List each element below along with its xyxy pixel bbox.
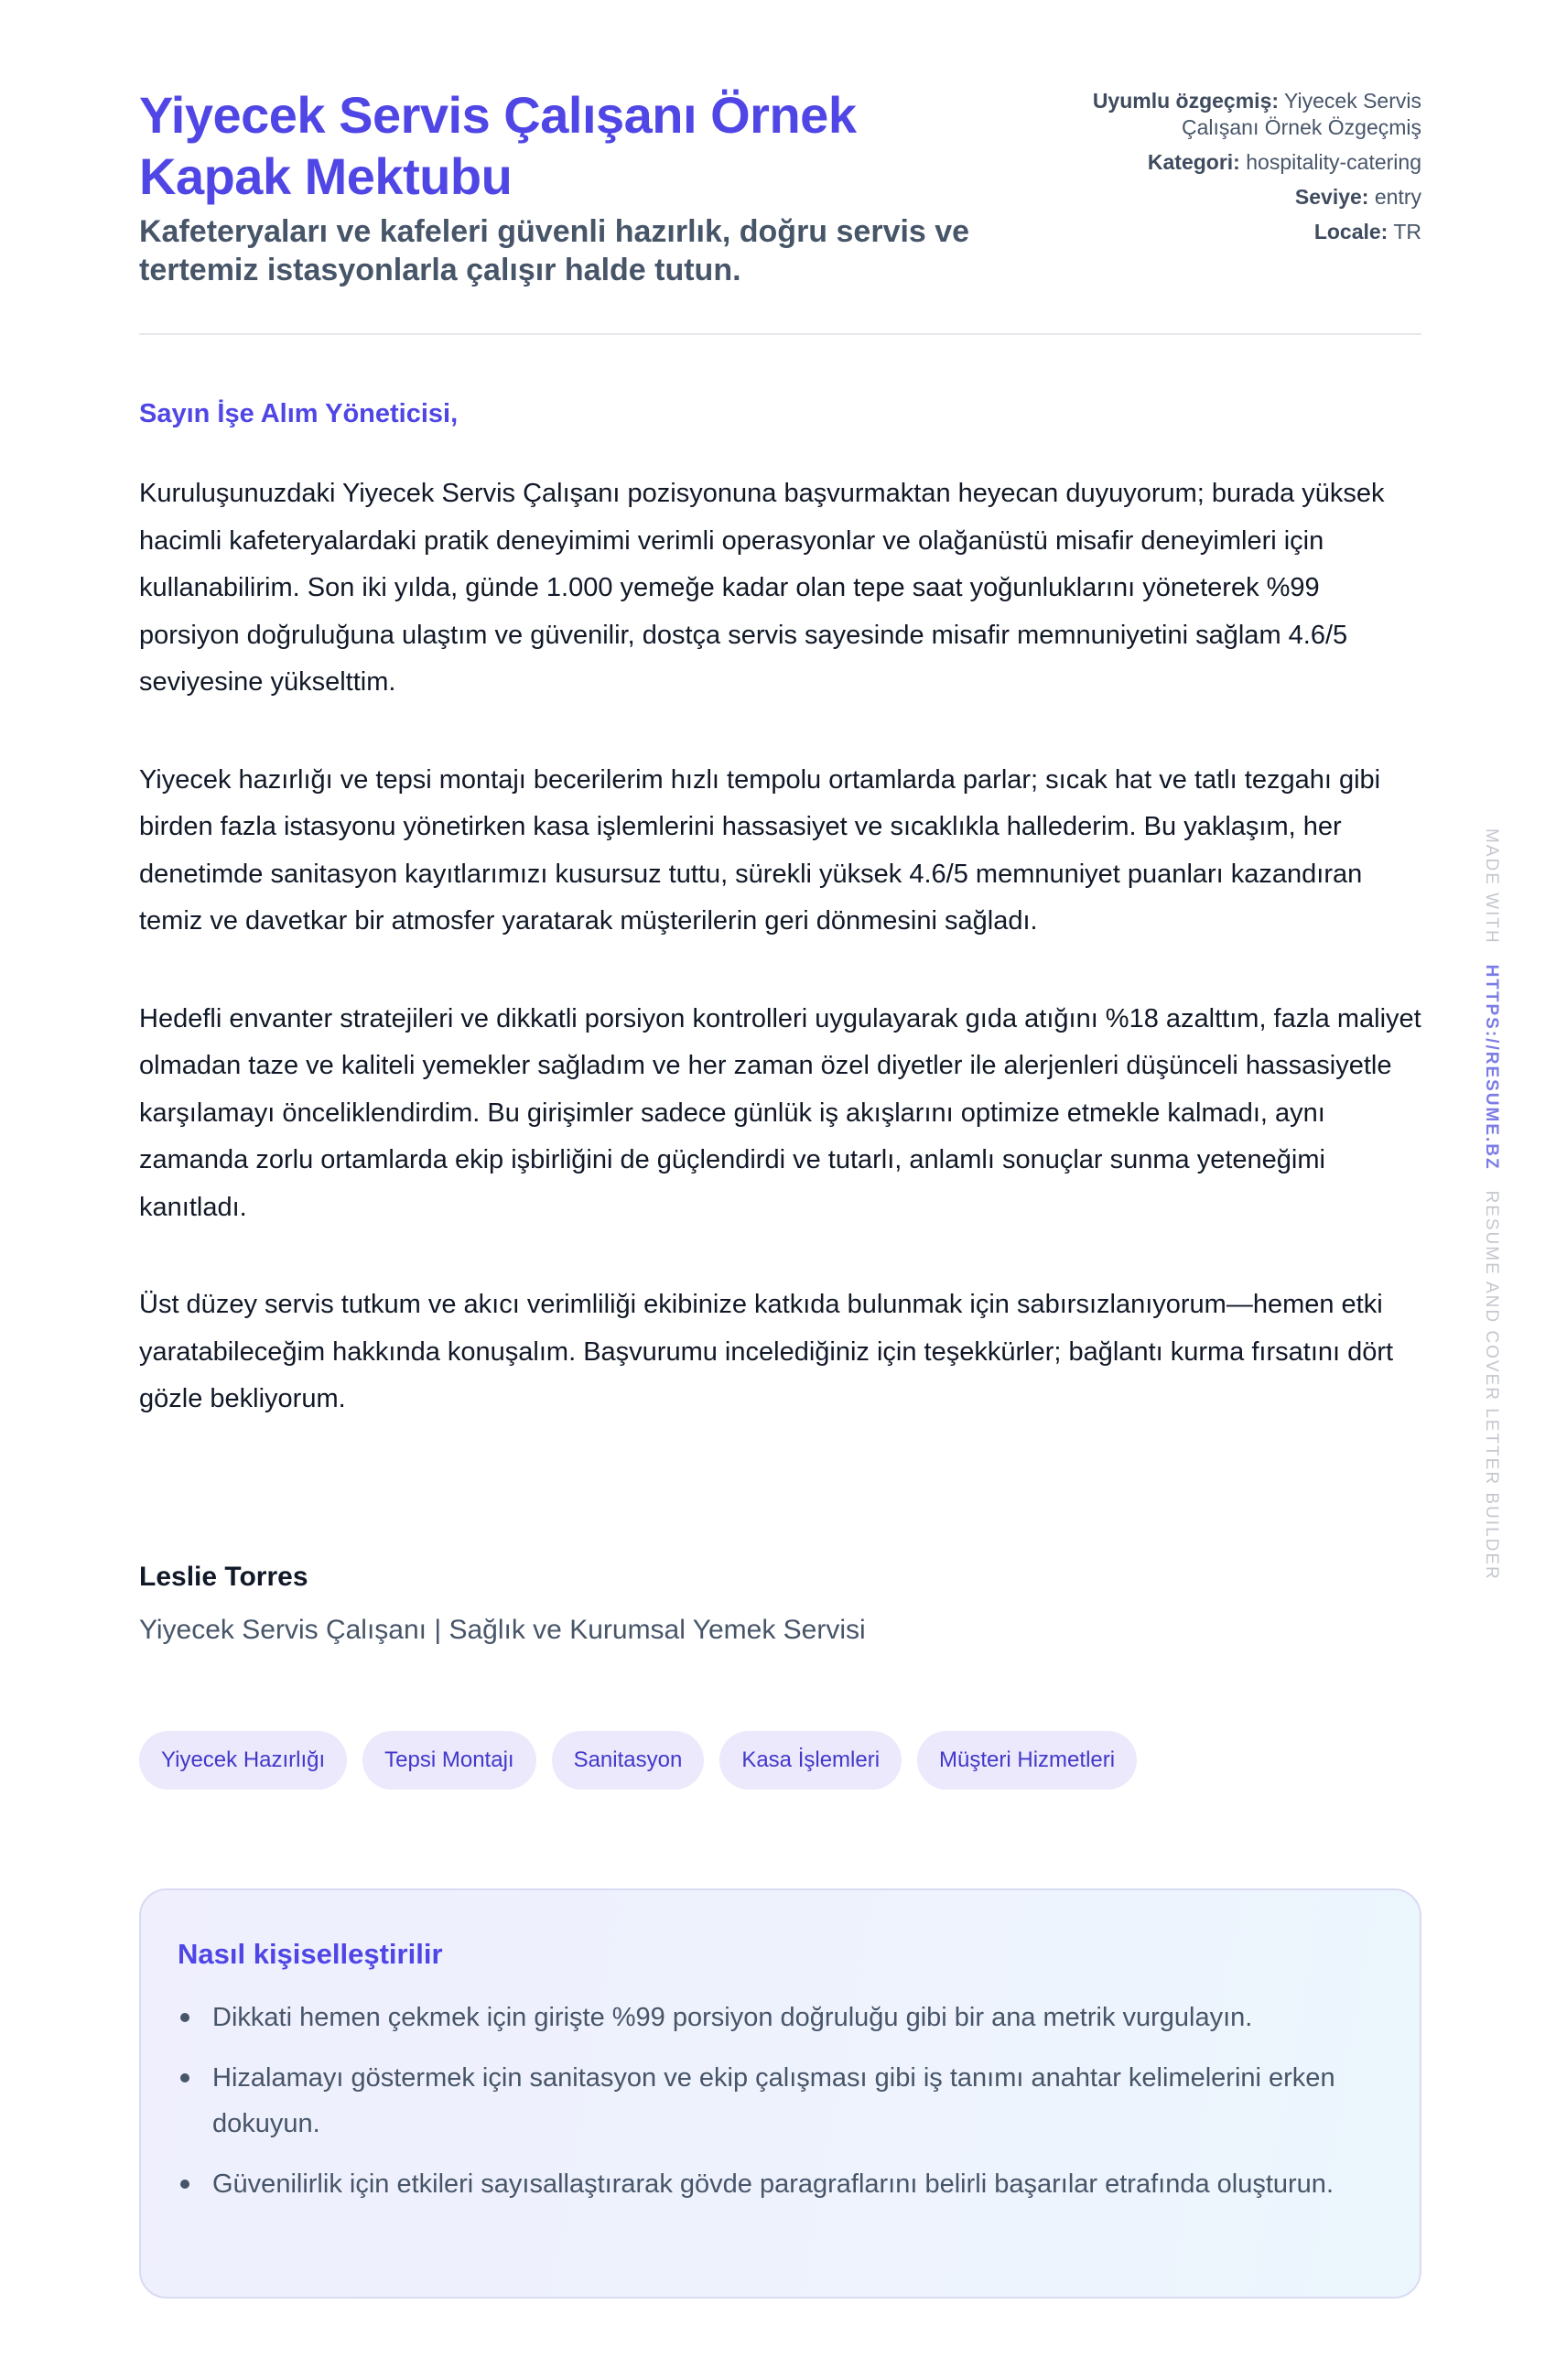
page-subtitle: Kafeteryaları ve kafeleri güvenli hazırlık, doğru servis ve tertemiz istasyonlarla çalışır halde tutun.	[139, 214, 970, 287]
letter-paragraph: Yiyecek hazırlığı ve tepsi montajı becerilerim hızlı tempolu ortamlarda parlar; sıcak hat ve tatlı tezgahı gibi birden fazla istasyonu yönetirken kasa işlemlerini hassasiyet ve sıcaklıkla hallederim. Bu yaklaşım, her denetimde sanitasyon kayıtlarımızı kusursuz tuttu, sürekli yüksek 4.6/5 memnuniyet puanları kazandıran temiz ve davetkar bir atmosfer yaratarak müşterilerin geri dönmesini sağladı.	[139, 764, 1381, 936]
tip-text: Güvenilirlik için etkileri sayısallaştırarak gövde paragraflarını belirli başarılar etrafında oluşturun.	[212, 2169, 1334, 2199]
signature-title: Yiyecek Servis Çalışanı | Sağlık ve Kurumsal Yemek Servisi	[139, 1615, 866, 1645]
meta-info	[1055, 88, 1421, 254]
tip-text: Hizalamayı göstermek için sanitasyon ve ekip çalışması gibi iş tanımı anahtar kelimelerini erken dokuyun.	[212, 2063, 1335, 2138]
skill-tag: Yiyecek Hazırlığı	[139, 1731, 347, 1790]
skill-tag: Kasa İşlemleri	[719, 1731, 902, 1790]
bullet-icon	[180, 2013, 189, 2022]
meta-label: Locale:	[1313, 220, 1389, 243]
meta-value: Yiyecek Servis Çalışanı Örnek Özgeçmiş	[1181, 89, 1421, 139]
meta-compatible-resume	[1055, 88, 1421, 141]
cover-letter-page	[139, 0, 1421, 2199]
tip-text: Dikkati hemen çekmek için girişte %99 porsiyon doğruluğu gibi bir ana metrik vurgulayın.	[212, 2003, 1253, 2032]
letter-body	[139, 471, 1421, 1474]
page-title: Yiyecek Servis Çalışanı Örnek Kapak Mektubu	[139, 86, 857, 205]
meta-level	[1055, 184, 1421, 211]
tip-item	[178, 1995, 1383, 2040]
tips-title: Nasıl kişiselleştirilir	[178, 1938, 443, 1970]
letter-paragraph: Kuruluşunuzdaki Yiyecek Servis Çalışanı pozisyonuna başvurmaktan heyecan duyuyorum; burada yüksek hacimli kafeteryalardaki pratik deneyimimi verimli operasyonlar ve olağanüstü misafir deneyimleri için kullanabilirim. Son iki yılda, günde 1.000 yemeğe kadar olan tepe saat yoğunluklarını yöneterek %99 porsiyon doğruluğuna ulaştım ve güvenilir, dostça servis sayesinde misafir memnuniyetini sağlam 4.6/5 seviyesine yükselttim.	[139, 479, 1385, 697]
meta-value: entry	[1374, 185, 1421, 209]
watermark-prefix: MADE WITH	[1482, 828, 1501, 945]
skill-tag: Tepsi Montajı	[362, 1731, 535, 1790]
watermark-suffix: RESUME AND COVER LETTER BUILDER	[1482, 1190, 1501, 1581]
meta-label: Seviye:	[1294, 185, 1369, 209]
personalization-tips	[139, 1888, 1421, 2299]
tips-list	[178, 1995, 1383, 2207]
meta-value: hospitality-catering	[1246, 150, 1421, 174]
bullet-icon	[180, 2073, 189, 2082]
meta-category	[1055, 149, 1421, 176]
tip-item	[178, 2055, 1383, 2147]
bullet-icon	[180, 2180, 189, 2189]
watermark-link[interactable]: HTTPS://RESUME.BZ	[1482, 964, 1501, 1171]
skill-tag: Müşteri Hizmetleri	[917, 1731, 1137, 1790]
tip-item	[178, 2161, 1383, 2207]
meta-label: Uyumlu özgeçmiş:	[1092, 89, 1280, 113]
meta-value: TR	[1393, 220, 1421, 243]
signature-name: Leslie Torres	[139, 1562, 308, 1592]
skill-tags	[139, 1731, 1137, 1790]
letter-paragraph: Hedefli envanter stratejileri ve dikkatli porsiyon kontrolleri uygulayarak gıda atığını %18 azalttım, fazla maliyet olmadan taze ve kaliteli yemekler sağladım ve her zaman özel diyetler ile alerjenleri düşünceli hassasiyetle karşılamayı önceliklendirdim. Bu girişimler sadece günlük iş akışlarını optimize etmekle kalmadı, aynı zamanda zorlu ortamlarda ekip işbirliğini de güçlendirdi ve tutarlı, anlamlı sonuçlar sunma yeteneğimi kanıtladı.	[139, 1003, 1421, 1222]
letter-greeting: Sayın İşe Alım Yöneticisi,	[139, 399, 459, 428]
meta-label: Kategori:	[1147, 150, 1240, 174]
page-header	[139, 0, 1421, 335]
meta-locale	[1055, 219, 1421, 245]
watermark	[1481, 828, 1501, 1581]
letter-paragraph: Üst düzey servis tutkum ve akıcı verimliliği ekibinize katkıda bulunmak için sabırsızlanıyorum—hemen etki yaratabileceğim hakkında konuşalım. Başvurumu incelediğiniz için teşekkürler; bağlantı kurma fırsatını dört gözle bekliyorum.	[139, 1290, 1394, 1413]
skill-tag: Sanitasyon	[552, 1731, 705, 1790]
